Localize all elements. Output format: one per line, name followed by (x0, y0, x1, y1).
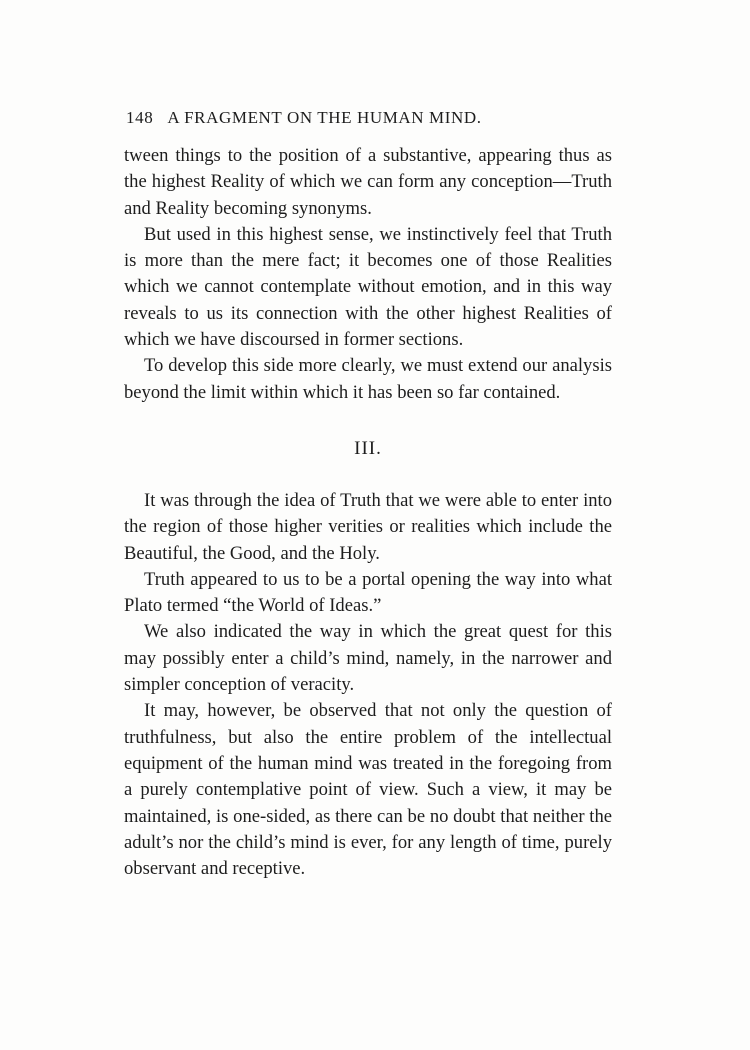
paragraph: We also indicated the way in which the great quest for this may possibly enter a child’s mind, namely, in the narrower and simpler conception of veracity. (124, 621, 612, 696)
paragraph: Truth appeared to us to be a portal opening the way into what Plato termed “the World of Ideas.” (124, 568, 612, 617)
section-three-body (124, 488, 612, 882)
section-heading: III. (354, 437, 382, 459)
page-content (124, 108, 612, 882)
page-number: 148 (126, 108, 154, 127)
paragraph: tween things to the position of a substantive, appearing thus as the highest Reality of which we can form any conception—Truth and Reality becoming synonyms. (124, 145, 612, 219)
running-title: A FRAGMENT ON THE HUMAN MIND. (167, 108, 482, 127)
paragraph: To develop this side more clearly, we must extend our analysis beyond the limit within which it has been so far contained. (124, 355, 612, 403)
paragraph: It was through the idea of Truth that we were able to enter into the region of those higher verities or realities which include the Beautiful, the Good, and the Holy. (124, 489, 612, 564)
section-continuation (124, 143, 612, 406)
paragraph: But used in this highest sense, we instinctively feel that Truth is more than the mere fact; it becomes one of those Realities which we cannot contemplate without emotion, and in this way reveals to us its connection with the other highest Realities of which we have discoursed in former sections. (124, 223, 612, 351)
running-header (126, 108, 612, 128)
paragraph: It may, however, be observed that not only the question of truthfulness, but also the entire problem of the intellectual equipment of the human mind was treated in the foregoing from a purely contemplative point of view. Such a view, it may be maintained, is one-sided, as there can be no doubt that neither the adult’s nor the child’s mind is ever, for any length of time, purely observant and receptive. (124, 700, 612, 880)
